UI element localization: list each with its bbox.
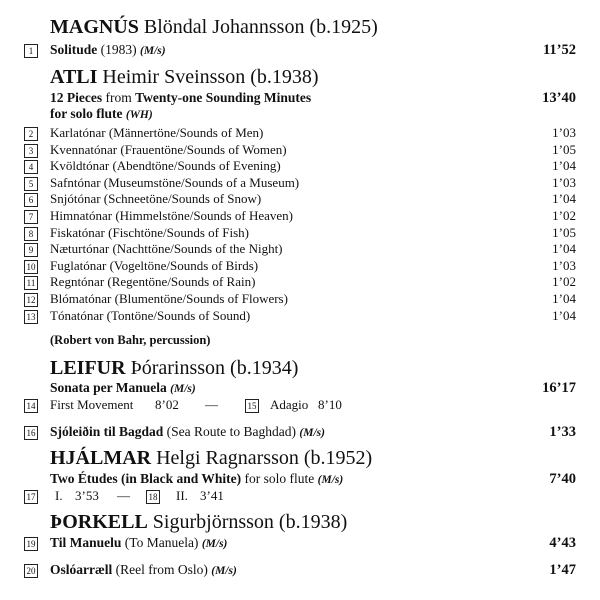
work-title: Solitude bbox=[50, 42, 98, 57]
track-number: 8 bbox=[24, 227, 38, 241]
composer-surname: Heimir Sveinsson bbox=[102, 66, 246, 88]
label-code: (M/s) bbox=[317, 474, 344, 486]
work-duration: 16’17 bbox=[542, 380, 576, 396]
track-title: Snjótónar (Schneetöne/Sounds of Snow) bbox=[50, 191, 262, 207]
movement-title: First Movement bbox=[50, 397, 134, 412]
label-code: (M/s) bbox=[201, 538, 228, 550]
track-duration: 1’05 bbox=[552, 224, 576, 240]
label-code: (M/s) bbox=[140, 45, 166, 57]
movement-title: II. bbox=[176, 488, 188, 503]
track-title: Regntónar (Regentöne/Sounds of Rain) bbox=[50, 274, 256, 290]
composer-surname: Þórarinsson bbox=[130, 357, 226, 379]
composer-surname: Sigurbjörnsson bbox=[152, 511, 274, 533]
work-duration: 7’40 bbox=[549, 471, 576, 487]
composer-first-name: MAGNÚS bbox=[50, 16, 139, 38]
label-code: (M/s) bbox=[211, 565, 237, 577]
track-title: Næturtónar (Nachttöne/Sounds of the Night) bbox=[50, 241, 283, 257]
track-duration: 1’04 bbox=[552, 191, 576, 207]
track-duration: 1’05 bbox=[552, 141, 576, 157]
track-title: Fuglatónar (Vogeltöne/Sounds of Birds) bbox=[50, 257, 259, 273]
track-number: 9 bbox=[24, 243, 38, 257]
label-code: (M/s) bbox=[299, 427, 325, 439]
track-number: 16 bbox=[24, 426, 38, 440]
work-year: (1983) bbox=[100, 42, 137, 57]
composer-surname: Helgi Ragnarsson bbox=[156, 447, 299, 469]
composer-dates: (b.1952) bbox=[303, 447, 373, 469]
track-title: Karlatónar (Männertöne/Sounds of Men) bbox=[50, 125, 264, 140]
composer-first-name: ATLI bbox=[50, 66, 98, 88]
movement-duration: 3’41 bbox=[200, 488, 224, 503]
track-title: Blómatónar (Blumentöne/Sounds of Flowers) bbox=[50, 291, 288, 306]
track-duration: 1’03 bbox=[552, 125, 576, 140]
track-number: 19 bbox=[24, 537, 38, 551]
movement-title: I. bbox=[55, 488, 63, 503]
movement-duration: 8’02 bbox=[155, 397, 179, 412]
track-duration: 1’04 bbox=[552, 158, 576, 174]
track-title: Fiskatónar (Fischtöne/Sounds of Fish) bbox=[50, 224, 249, 240]
track-number: 5 bbox=[24, 177, 38, 191]
movement-duration: 8’10 bbox=[318, 397, 342, 412]
track-number: 10 bbox=[24, 260, 38, 274]
track-title: Tónatónar (Tontöne/Sounds of Sound) bbox=[50, 307, 251, 323]
track-title: Safntónar (Museumstöne/Sounds of a Museum) bbox=[50, 174, 300, 190]
composer-dates: (b.1938) bbox=[250, 66, 319, 88]
track-number: 2 bbox=[24, 127, 38, 141]
movement-title: Adagio bbox=[270, 397, 309, 412]
track-number: 1 bbox=[24, 44, 38, 58]
track-number: 17 bbox=[24, 490, 38, 504]
track-number: 11 bbox=[24, 276, 38, 290]
work-title: Sjóleiðin til Bagdad bbox=[50, 424, 164, 439]
composer-first-name: LEIFUR bbox=[50, 357, 126, 379]
work-translation: (To Manuela) bbox=[124, 535, 199, 550]
track-number: 6 bbox=[24, 193, 38, 207]
track-number: 13 bbox=[24, 310, 38, 324]
work-translation: (Reel from Oslo) bbox=[115, 562, 208, 577]
composer-first-name: ÞORKELL bbox=[50, 511, 148, 533]
work-duration: 13’40 bbox=[542, 90, 576, 106]
composer-surname: Blöndal Johannsson bbox=[143, 16, 305, 38]
work-title: Two Études (in Black and White) bbox=[50, 471, 242, 486]
track-number: 4 bbox=[24, 160, 38, 174]
work-translation: (Sea Route to Baghdad) bbox=[166, 424, 297, 439]
work-title-from: from bbox=[105, 90, 132, 105]
work-title: Sonata per Manuela bbox=[50, 380, 167, 395]
separator-dash: — bbox=[205, 397, 218, 412]
movement-duration: 3’53 bbox=[75, 488, 99, 503]
track-duration: 1’33 bbox=[549, 424, 576, 440]
track-duration: 11’52 bbox=[542, 42, 576, 58]
track-title: Kvöldtónar (Abendtöne/Sounds of Evening) bbox=[50, 158, 281, 174]
composer-dates: (b.1938) bbox=[278, 511, 348, 533]
track-number: 12 bbox=[24, 293, 38, 307]
track-title: Kvennatónar (Frauentöne/Sounds of Women) bbox=[50, 141, 287, 157]
track-duration: 1’02 bbox=[552, 274, 576, 290]
track-duration: 4’43 bbox=[549, 535, 576, 551]
track-duration: 1’03 bbox=[552, 174, 576, 190]
track-duration: 1’03 bbox=[552, 257, 576, 273]
composer-first-name: HJÁLMAR bbox=[50, 447, 152, 469]
track-title: Himnatónar (Himmelstöne/Sounds of Heaven) bbox=[50, 208, 293, 223]
track-number: 15 bbox=[245, 399, 259, 413]
work-title: Oslóarræll bbox=[50, 562, 113, 577]
track-number: 14 bbox=[24, 399, 38, 413]
track-duration: 1’47 bbox=[549, 562, 576, 578]
work-title-part1: 12 Pieces bbox=[50, 90, 103, 105]
track-duration: 1’02 bbox=[552, 208, 576, 223]
track-number: 20 bbox=[24, 564, 38, 578]
label-code: (WH) bbox=[125, 109, 153, 121]
label-code: (M/s) bbox=[170, 383, 196, 395]
track-duration: 1’04 bbox=[552, 241, 576, 257]
work-title: Til Manuelu bbox=[50, 535, 122, 550]
work-instrumentation: for solo flute bbox=[50, 106, 123, 121]
separator-dash: — bbox=[117, 488, 130, 503]
composer-dates: (b.1934) bbox=[230, 357, 299, 379]
work-title-part2: Twenty-one Sounding Minutes bbox=[135, 90, 312, 105]
work-instrumentation: for solo flute bbox=[244, 471, 315, 486]
performer-credit: (Robert von Bahr, percussion) bbox=[50, 333, 211, 347]
track-number: 7 bbox=[24, 210, 38, 224]
track-duration: 1’04 bbox=[552, 307, 576, 323]
track-duration: 1’04 bbox=[552, 291, 576, 306]
track-number: 18 bbox=[146, 490, 160, 504]
composer-dates: (b.1925) bbox=[309, 16, 378, 38]
track-number: 3 bbox=[24, 144, 38, 158]
